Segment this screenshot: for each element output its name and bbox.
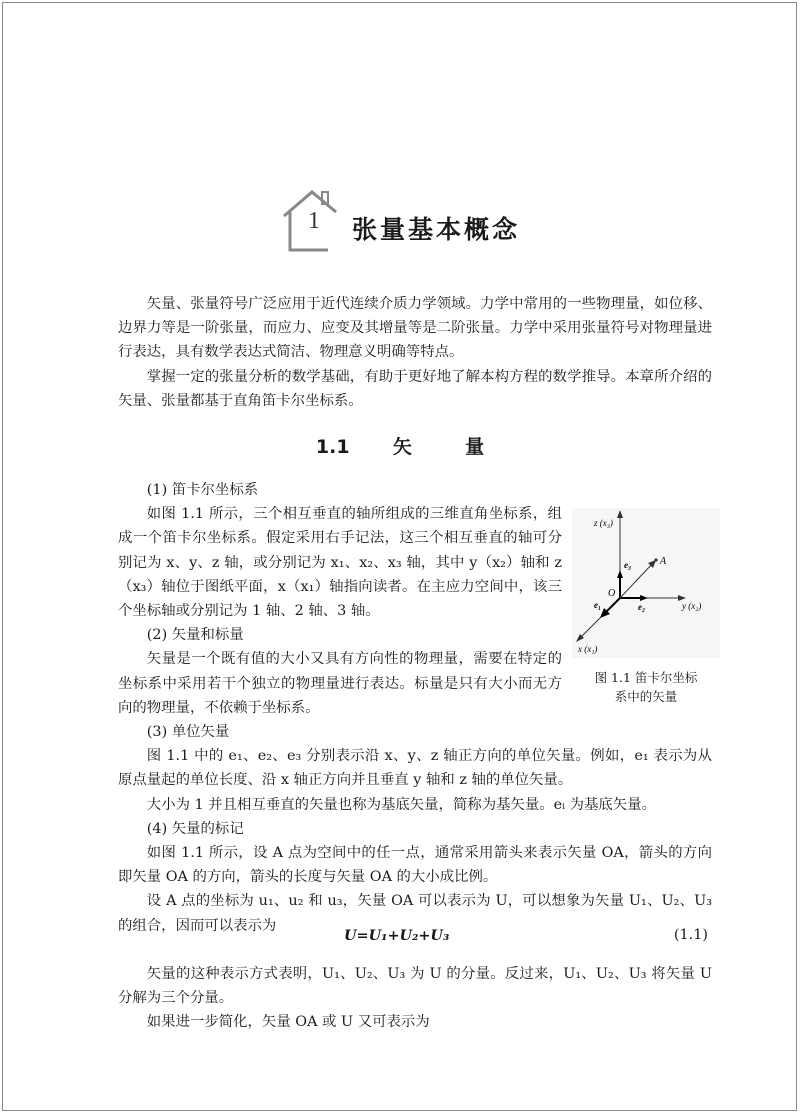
vector-mark-paragraph-1: 如图 1.1 所示，设 A 点为空间中的任一点，通常采用箭头来表示矢量 OA，箭头的方向即矢量 OA 的方向，箭头的长度与矢量 OA 的大小成比例。 — [118, 845, 712, 886]
origin-label: O — [608, 588, 616, 599]
figure-caption-line-1: 图 1.1 笛卡尔坐标 — [594, 670, 698, 685]
vector-scalar-paragraph: 矢量是一个既有值的大小又具有方向性的物理量，需要在特定的坐标系中采用若干个独立的物理量进行表达。标量是只有大小而无方向的物理量，不依赖于坐标系。 — [118, 651, 562, 716]
cartesian-diagram — [572, 508, 720, 658]
x-axis-label: x (x₁) — [578, 644, 598, 654]
unit-vector-paragraph-2: 大小为 1 并且相互垂直的矢量也称为基底矢量，简称为基矢量。eᵢ 为基底矢量。 — [146, 796, 656, 813]
section-title — [0, 432, 800, 459]
e3-label: e₃ — [624, 560, 632, 570]
point-a-label: A — [660, 556, 667, 567]
chapter-number: 1 — [308, 208, 320, 234]
chapter-heading — [278, 186, 578, 256]
figure-caption-line-2: 系中的矢量 — [614, 689, 678, 704]
section-number: 1.1 — [315, 436, 350, 458]
equation-1-1 — [118, 927, 712, 951]
vector-mark-paragraph-3: 矢量的这种表示方式表明，U₁、U₂、U₃ 为 U 的分量。反过来，U₁、U₂、U₃ 将矢量 U 分解为三个分量。 — [118, 965, 712, 1007]
equation-body: U=U₁+U₂+U₃ — [344, 927, 450, 944]
item-heading-1: (1) 笛卡尔坐标系 — [146, 482, 259, 498]
section-title-char-2: 量 — [465, 436, 485, 458]
y-axis-label: y (x₂) — [682, 601, 702, 611]
e2-label: e₂ — [638, 602, 646, 612]
vector-mark-paragraph-4: 如果进一步简化，矢量 OA 或 U 又可表示为 — [146, 1014, 430, 1031]
vector-mark-paragraph-2: 设 A 点的坐标为 u₁、u₂ 和 u₃，矢量 OA 可以表示为 U，可以想象为矢量 U₁、U₂、U₃ 的组合，因而可以表示为 — [118, 893, 712, 934]
intro-text — [118, 292, 712, 413]
equation-number: (1.1) — [673, 927, 708, 943]
intro-paragraph-1: 矢量、张量符号广泛应用于近代连续介质力学领域。力学中常用的一些物理量，如位移、边界力等是一阶张量，而应力、应变及其增量等是二阶张量。力学中采用张量符号对物理量进行表达，具有数学表达式简洁、物理意义明确等特点。 — [118, 296, 712, 361]
item-heading-3: (3) 单位矢量 — [146, 724, 230, 741]
item-heading-4: (4) 矢量的标记 — [146, 820, 244, 837]
e1-label: e₁ — [594, 600, 602, 610]
coord-paragraph: 如图 1.1 所示，三个相互垂直的轴所组成的三维直角坐标系，组成一个笛卡尔坐标系。假定采用右手记法，这三个相互垂直的轴可分别记为 x、y、z 轴，或分别记为 x₁、x₂、x₃ 轴，其中 y（x₂）轴和 z（x₃）轴位于图纸平面，x（x₁）轴指向读者。在主应力空间中，该三个坐标轴或分别记为 1 轴、2 轴、3 轴。 — [118, 506, 562, 620]
figure-caption — [572, 668, 720, 706]
chapter-title: 张量基本概念 — [352, 215, 521, 244]
item-heading-2: (2) 矢量和标量 — [146, 627, 244, 644]
section-title-char-1: 矢 — [392, 436, 412, 458]
z-axis-label: z (x₃) — [594, 518, 613, 528]
unit-vector-paragraph-1: 图 1.1 中的 e₁、e₂、e₃ 分别表示沿 x、y、z 轴正方向的单位矢量。例如，e₁ 表示为从原点量起的单位长度、沿 x 轴正方向并且垂直 y 轴和 z 轴的单位矢量。 — [118, 748, 712, 789]
figure-1-1 — [572, 508, 720, 662]
intro-paragraph-2: 掌握一定的张量分析的数学基础，有助于更好地了解本构方程的数学推导。本章所介绍的矢量、张量都基于直角笛卡尔坐标系。 — [118, 368, 712, 409]
